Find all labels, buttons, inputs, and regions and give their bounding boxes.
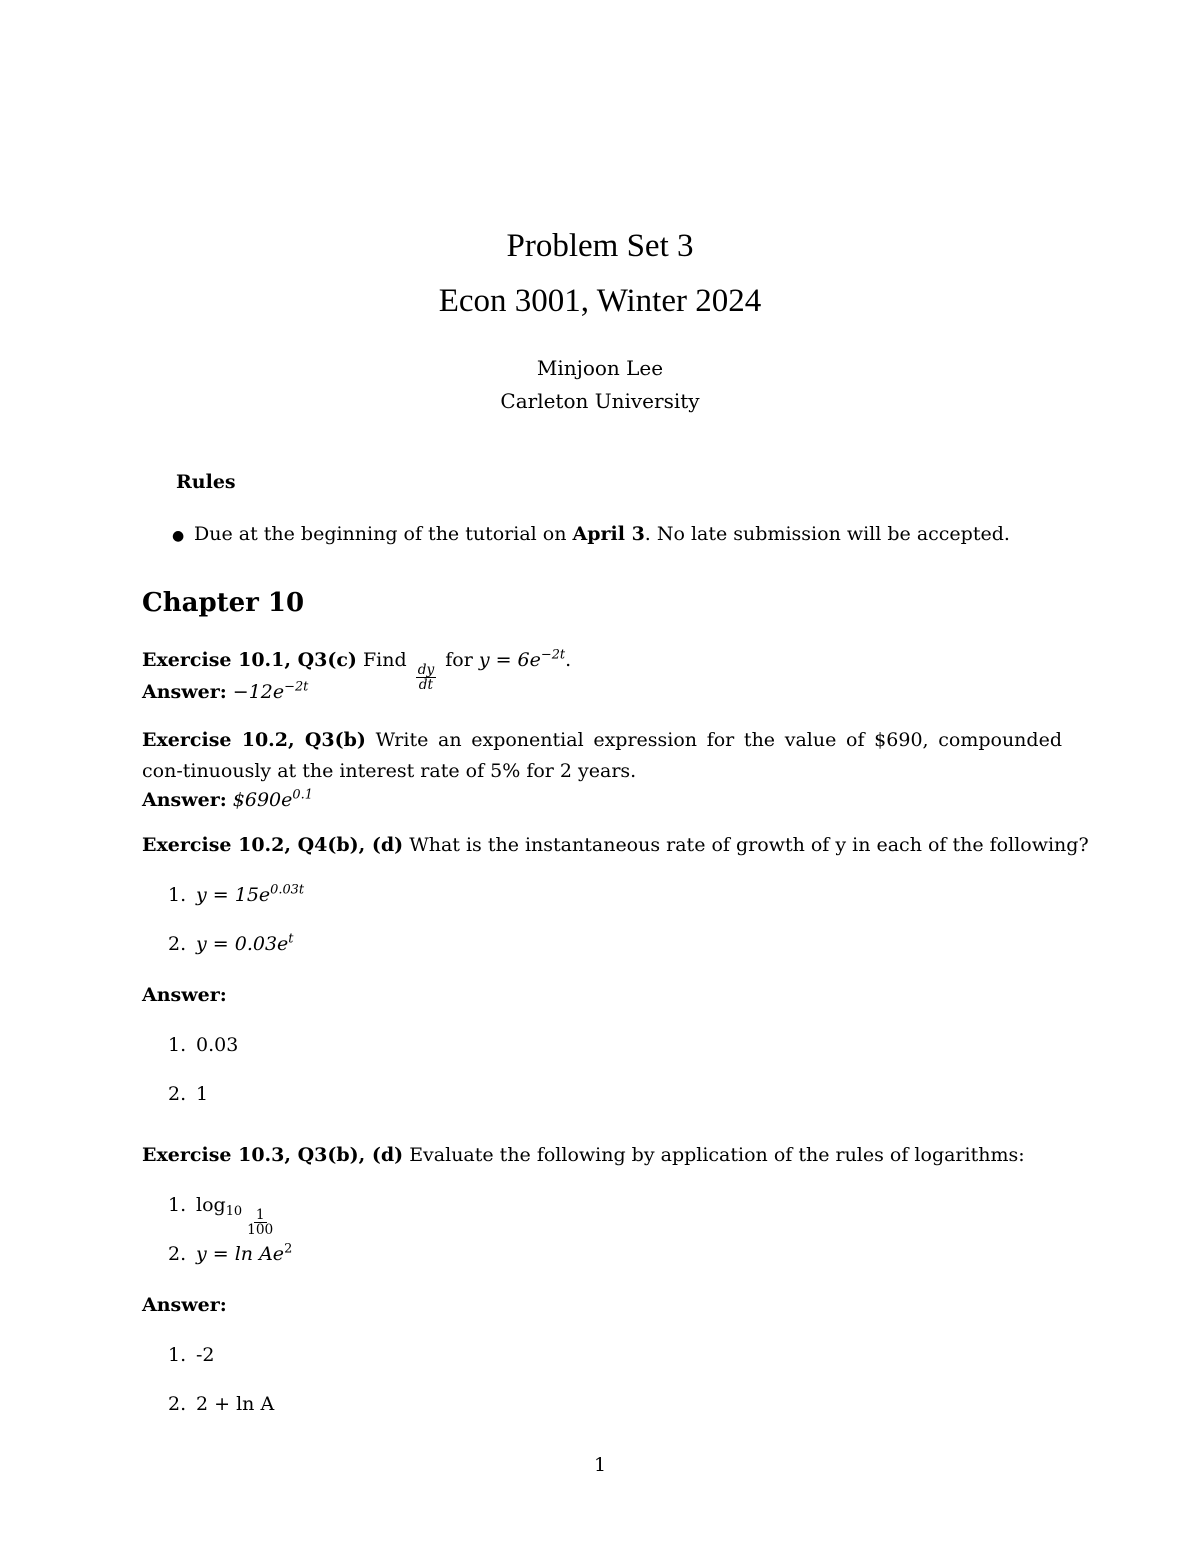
- list-item: 2. 2 + ln A: [168, 1393, 275, 1415]
- list-item: 1. -2: [168, 1344, 215, 1366]
- rules-bullet-item: ● Due at the beginning of the tutorial on April 3. No late submission will be accepted.: [172, 523, 1010, 545]
- list-item: 1. $y = 15e^{0.03t}$: [168, 882, 305, 906]
- exercise-10-3-answer-label: Answer:: [142, 1294, 227, 1316]
- exercise-10-2-q4-question: Exercise 10.2, Q4(b), (d) What is the instantaneous rate of growth of y in each of the following?: [142, 834, 1089, 856]
- list-item: 2. 1: [168, 1083, 209, 1105]
- page-title: Problem Set 3: [506, 228, 694, 264]
- author-name: Minjoon Lee: [536, 356, 664, 380]
- exercise-10-2-q4-answer-label: Answer:: [142, 984, 227, 1006]
- rules-heading: Rules: [176, 471, 236, 493]
- course-title: Econ 3001, Winter 2024: [438, 283, 762, 319]
- institution-name: Carleton University: [500, 389, 700, 413]
- bullet-icon: ●: [172, 528, 185, 544]
- list-item: 2. y = ln Ae$^2$: [168, 1241, 293, 1265]
- exercise-10-2-q3-question: Exercise 10.2, Q3(b) Write an exponential expression for the value of $690, compounded con-tinuously at the interest rate of 5% for 2 years.: [142, 729, 1062, 782]
- exercise-10-1-answer: Answer: $-12e^{-2t}$: [142, 679, 309, 703]
- list-item: 2. $y = 0.03e^t$: [168, 931, 294, 955]
- chapter-heading: Chapter 10: [142, 588, 305, 618]
- list-item: 1. 0.03: [168, 1034, 239, 1056]
- list-item: 1. $\log_{10}$ $\frac{1}{100}$: [168, 1194, 274, 1238]
- exercise-10-2-q3-answer: Answer: $\$690e^{0.1}$: [142, 787, 313, 811]
- exercise-10-1-question: Exercise 10.1, Q3(c) Find $\frac{dy}{dt}$ for $y = 6e^{-2t}$.: [142, 647, 572, 693]
- page-number: 1: [593, 1454, 607, 1476]
- log-fraction: $\frac{1}{100}$: [247, 1206, 274, 1238]
- exercise-10-3-question: Exercise 10.3, Q3(b), (d) Evaluate the following by application of the rules of logarithms:: [142, 1144, 1025, 1166]
- derivative-fraction: $\frac{dy}{dt}$: [417, 661, 435, 693]
